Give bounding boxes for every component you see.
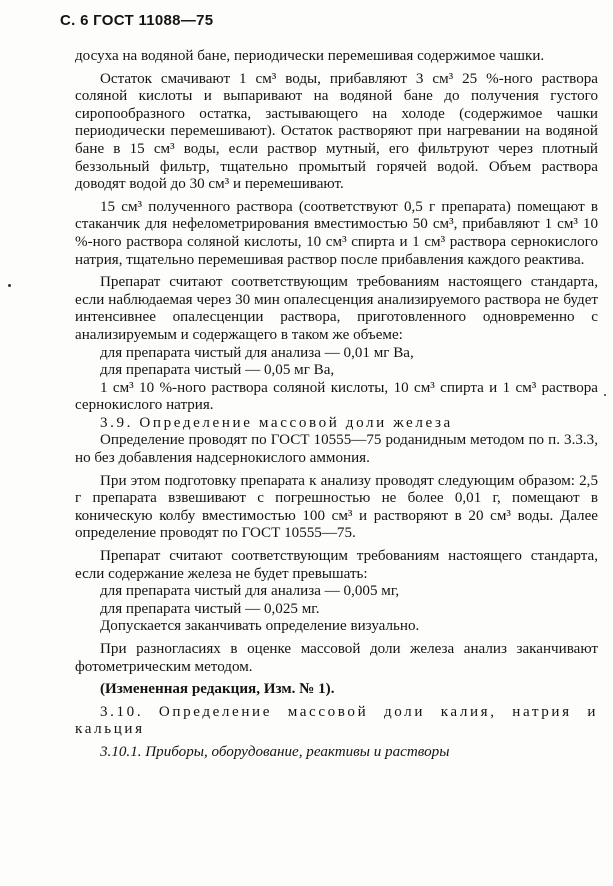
- list-item-iron-analysis: для препарата чистый для анализа — 0,005 мг,: [100, 583, 400, 600]
- paragraph-criteria-iron: Препарат считают соответствующим требованиям настоящего стандарта, если содержание железа не будет превышать:: [75, 548, 598, 582]
- page-header: С. 6 ГОСТ 11088—75: [60, 12, 214, 29]
- list-item-barium-pure: для препарата чистый — 0,05 мг Ва,: [100, 362, 335, 379]
- list-item-barium-analysis: для препарата чистый для анализа — 0,01 мг Ва,: [100, 344, 414, 361]
- paragraph-criteria-barium: Препарат считают соответствующим требованиям настоящего стандарта, если наблюдаемая через 30 мин опалесценция анализируемого раствора не будет интенсивнее опалесценции раствора, приготовленного одновременно с анализируемым и содержащего в таком же объеме:: [75, 274, 598, 343]
- paragraph-iron-preparation: При этом подготовку препарата к анализу проводят следующим образом: 2,5 г препарата взвешивают с погрешностью не более 0,01 г, помещают в коническую колбу вместимостью 100 см³ и растворяют в 20 см³ воды. Далее определение проводят по ГОСТ 10555—75.: [75, 472, 598, 542]
- scan-speck: [604, 394, 606, 396]
- subsection-heading-3-10-1: 3.10.1. Приборы, оборудование, реактивы и растворы: [100, 743, 450, 760]
- scan-speck: [8, 284, 11, 287]
- section-heading-3-9: 3.9. Определение массовой доли железа: [100, 414, 453, 431]
- paragraph-residue: Остаток смачивают 1 см³ воды, прибавляют 3 см³ 25 %-ного раствора соляной кислоты и выпаривают на водяной бане до получения густого сиропообразного остатка, застывающего на холоде (содержимое чашки периодически перемешивают). Остаток растворяют при нагревании на водяной бане в 15 см³ воды, если раствор мутный, его фильтруют через плотный беззольный фильтр, тщательно промытый горячей водой. Объем раствора доводят водой до 30 см³ и перемешивают.: [75, 70, 598, 193]
- paragraph-reagents: 1 см³ 10 %-ного раствора соляной кислоты, 10 см³ спирта и 1 см³ раствора сернокислого натрия.: [75, 379, 598, 414]
- paragraph-iron-method: Определение проводят по ГОСТ 10555—75 роданидным методом по п. 3.3.3, но без добавления надсернокислого аммония.: [75, 432, 598, 467]
- paragraph-sample: 15 см³ полученного раствора (соответствуют 0,5 г препарата) помещают в стаканчик для нефелометрирования вместимостью 50 см³, прибавляют 1 см³ 10 %-ного раствора соляной кислоты, 10 см³ спирта и 1 см³ раствора сернокислого натрия, тщательно перемешивая раствор после прибавления каждого реактива.: [75, 198, 598, 268]
- paragraph-dispute: При разногласиях в оценке массовой доли железа анализ заканчивают фотометрическим методом.: [75, 641, 598, 675]
- section-heading-3-10: 3.10. Определение массовой доли калия, натрия и кальция: [75, 703, 598, 738]
- paragraph-continuation: досуха на водяной бане, периодически перемешивая содержимое чашки.: [75, 48, 545, 64]
- list-item-iron-pure: для препарата чистый — 0,025 мг.: [100, 600, 320, 617]
- document-body: [75, 48, 598, 762]
- amendment-note: (Измененная редакция, Изм. № 1).: [100, 681, 335, 698]
- paragraph-visual: Допускается заканчивать определение визуально.: [100, 618, 420, 635]
